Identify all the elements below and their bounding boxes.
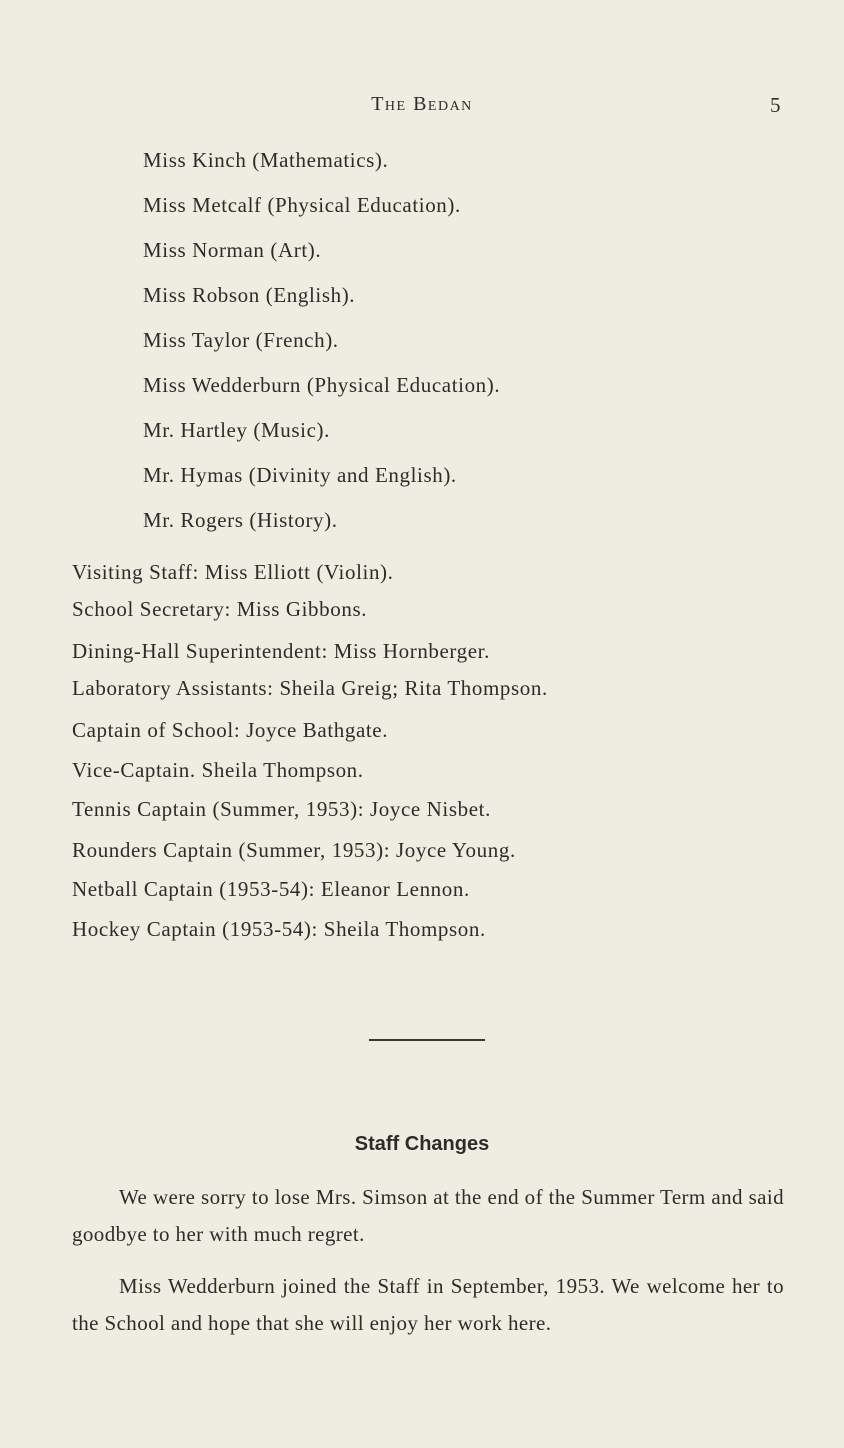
staff-list-item: Miss Kinch (Mathematics). bbox=[143, 148, 389, 172]
staff-role-line: School Secretary: Miss Gibbons. bbox=[72, 597, 368, 621]
staff-role-line: Laboratory Assistants: Sheila Greig; Rita Thompson. bbox=[72, 676, 548, 700]
staff-role-line: Rounders Captain (Summer, 1953): Joyce Young. bbox=[72, 838, 516, 862]
paragraph: We were sorry to lose Mrs. Simson at the end of the Summer Term and said goodbye to her with much regret. bbox=[72, 1185, 784, 1246]
staff-role-line: Visiting Staff: Miss Elliott (Violin). bbox=[72, 560, 394, 584]
staff-list-item: Mr. Hymas (Divinity and English). bbox=[143, 463, 457, 487]
staff-list-item: Miss Wedderburn (Physical Education). bbox=[143, 373, 501, 397]
staff-role-line: Hockey Captain (1953-54): Sheila Thompson. bbox=[72, 917, 486, 941]
paragraph: Miss Wedderburn joined the Staff in September, 1953. We welcome her to the School and hope that she will enjoy her work here. bbox=[72, 1274, 784, 1335]
staff-list-item: Miss Taylor (French). bbox=[143, 328, 339, 352]
staff-list-item: Mr. Rogers (History). bbox=[143, 508, 338, 532]
page-number: 5 bbox=[770, 93, 781, 117]
staff-list-item: Mr. Hartley (Music). bbox=[143, 418, 330, 442]
staff-role-line: Vice-Captain. Sheila Thompson. bbox=[72, 758, 364, 782]
staff-list-item: Miss Robson (English). bbox=[143, 283, 356, 307]
section-heading: Staff Changes bbox=[354, 1133, 490, 1155]
running-head: The Bedan bbox=[371, 93, 473, 115]
staff-list-item: Miss Metcalf (Physical Education). bbox=[143, 193, 461, 217]
staff-role-line: Captain of School: Joyce Bathgate. bbox=[72, 718, 389, 742]
section-divider bbox=[369, 1039, 485, 1041]
staff-role-line: Tennis Captain (Summer, 1953): Joyce Nisbet. bbox=[72, 797, 491, 821]
staff-list-item: Miss Norman (Art). bbox=[143, 238, 322, 262]
staff-role-line: Dining-Hall Superintendent: Miss Hornberger. bbox=[72, 639, 490, 663]
staff-role-line: Netball Captain (1953-54): Eleanor Lennon. bbox=[72, 877, 470, 901]
